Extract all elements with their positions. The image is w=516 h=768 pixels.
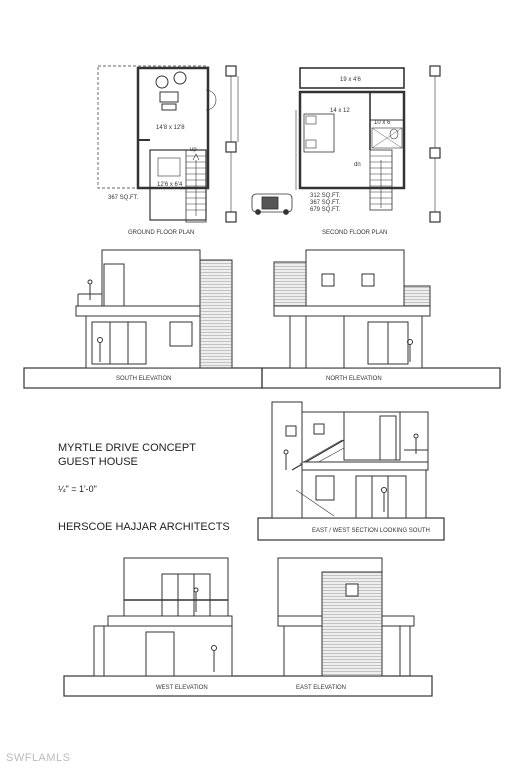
firm-name: HERSCOE HAJJAR ARCHITECTS	[58, 521, 230, 533]
car-symbol	[252, 194, 292, 215]
ground-area: 367 SQ.FT.	[108, 195, 139, 201]
second-floor-plan-label: SECOND FLOOR PLAN	[322, 230, 388, 236]
north-elevation-label: NORTH ELEVATION	[326, 376, 382, 382]
section-label: EAST / WEST SECTION LOOKING SOUTH	[312, 528, 430, 534]
south-elevation	[24, 250, 262, 388]
south-elevation-label: SOUTH ELEVATION	[116, 376, 172, 382]
east-west-section	[258, 402, 444, 540]
area-total: 679 SQ.FT.	[310, 207, 341, 213]
ground-floor-plan-label: GROUND FLOOR PLAN	[128, 230, 195, 236]
second-bath-dim: 10 x 6	[374, 120, 391, 126]
area-ground: 367 SQ.FT.	[310, 200, 341, 206]
west-elevation-label: WEST ELEVATION	[156, 685, 208, 691]
east-elevation-label: EAST ELEVATION	[296, 685, 347, 691]
watermark: SWFLAMLS	[6, 752, 71, 764]
second-dn-label: dn	[354, 162, 361, 168]
second-bedroom-dim: 14 x 12	[330, 108, 350, 114]
second-balcony-dim: 19 x 4'6	[340, 77, 361, 83]
project-title-line2: GUEST HOUSE	[58, 456, 138, 468]
scale-label: ¼" = 1'-0"	[58, 484, 97, 494]
ground-up-label: up	[190, 147, 197, 153]
east-elevation	[278, 558, 414, 676]
ground-room-dim: 14'8 x 12'8	[156, 125, 185, 131]
project-title-line1: MYRTLE DRIVE CONCEPT	[58, 442, 196, 454]
ground-hall-dim: 12'6 x 6'4	[157, 182, 183, 188]
north-elevation	[262, 250, 500, 388]
area-second: 312 SQ.FT.	[310, 193, 341, 199]
